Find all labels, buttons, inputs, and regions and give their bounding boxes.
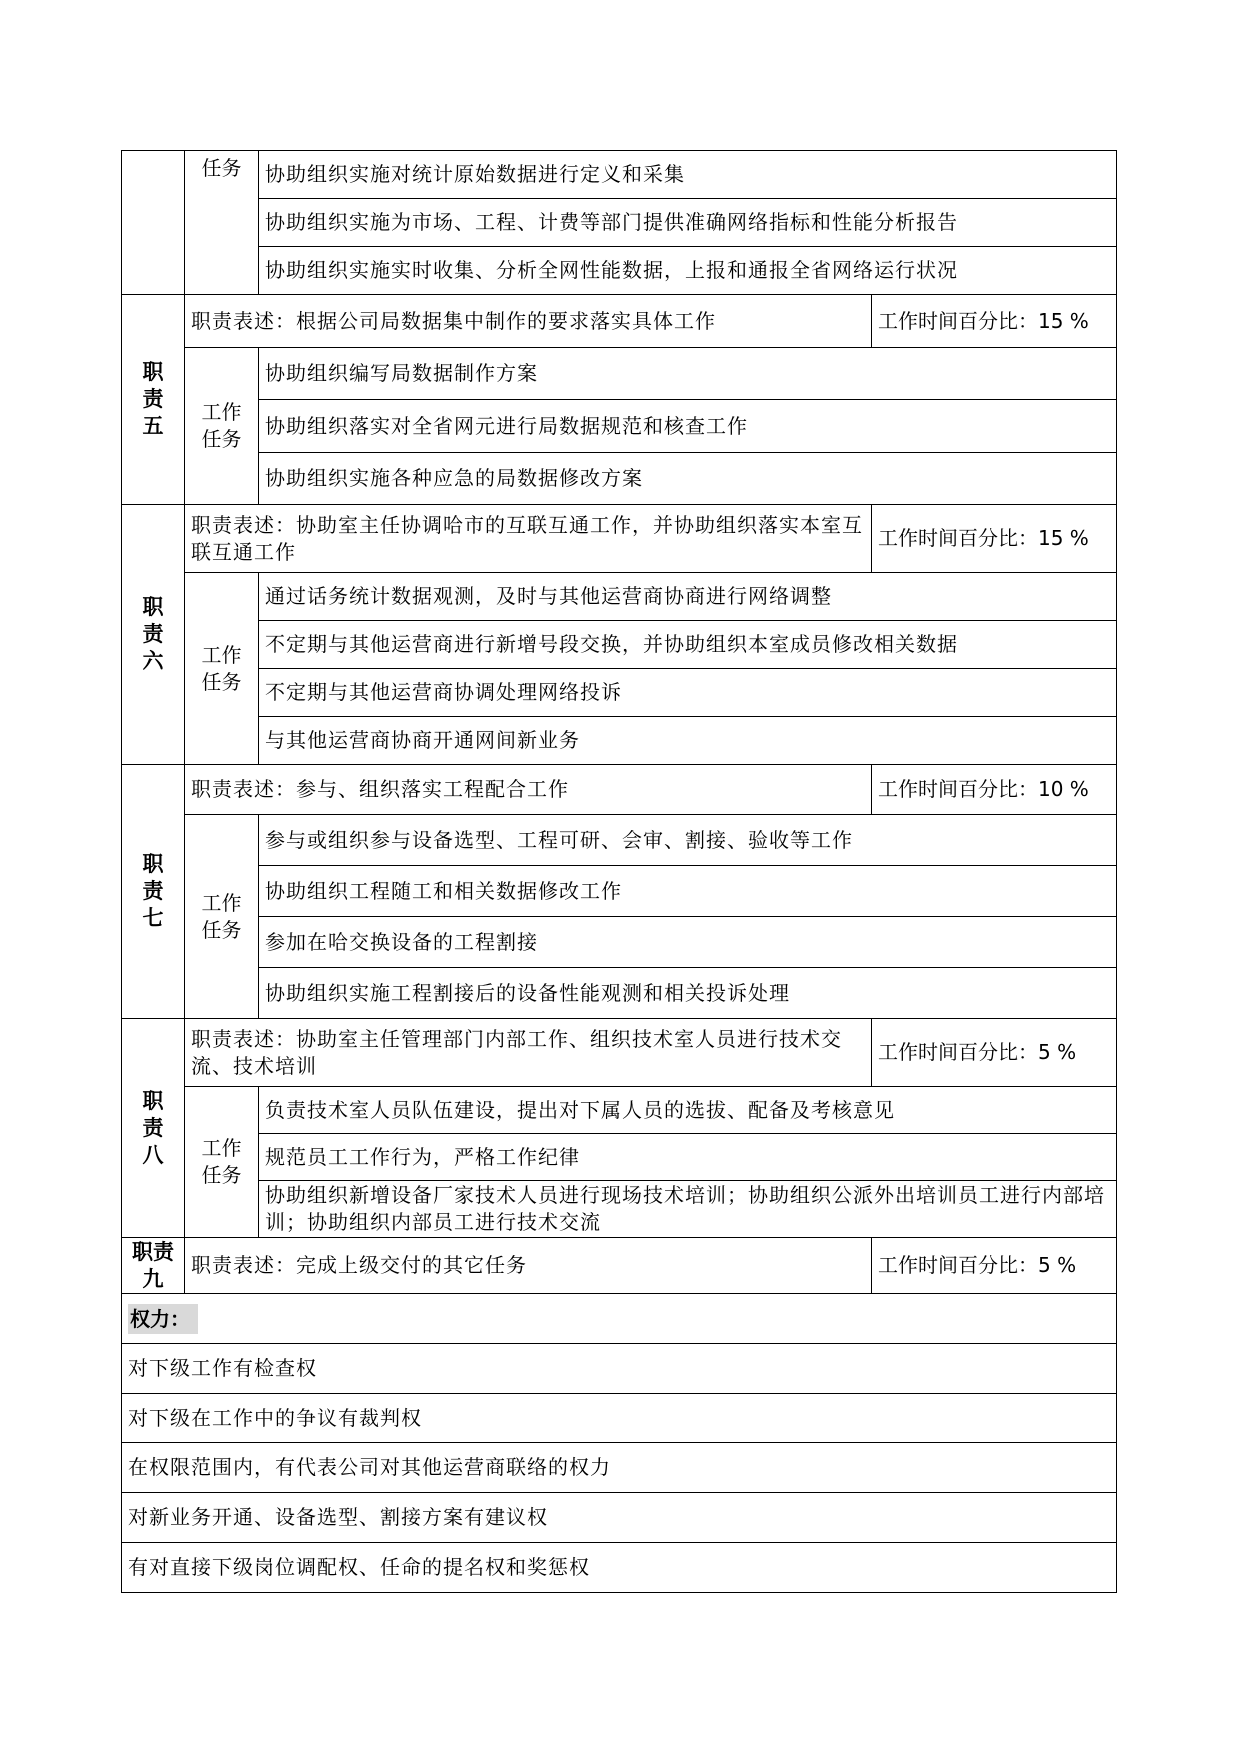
task-label: 工作 任务	[185, 348, 259, 505]
task-label: 工作 任务	[185, 1087, 259, 1238]
power-item: 有对直接下级岗位调配权、任命的提名权和奖惩权	[122, 1543, 1117, 1593]
task-text: 不定期与其他运营商进行新增号段交换，并协助组织本室成员修改相关数据	[259, 621, 1117, 669]
table-row	[122, 1019, 1117, 1087]
table-row	[122, 348, 1117, 400]
task-text: 参加在哈交换设备的工程割接	[259, 917, 1117, 968]
time-percentage: 工作时间百分比：5 %	[872, 1238, 1117, 1294]
duty-label: 职 责 五	[122, 295, 185, 505]
task-text: 协助组织实施各种应急的局数据修改方案	[259, 453, 1117, 505]
table-row	[122, 669, 1117, 717]
power-item: 对新业务开通、设备选型、割接方案有建议权	[122, 1493, 1117, 1543]
duty-statement: 职责表述：根据公司局数据集中制作的要求落实具体工作	[185, 295, 872, 348]
task-text: 参与或组织参与设备选型、工程可研、会审、割接、验收等工作	[259, 815, 1117, 866]
duty-statement: 职责表述：完成上级交付的其它任务	[185, 1238, 872, 1294]
duty-statement: 职责表述：参与、组织落实工程配合工作	[185, 765, 872, 815]
table-row	[122, 1238, 1117, 1294]
duty-statement: 职责表述：协助室主任协调哈市的互联互通工作，并协助组织落实本室互联互通工作	[185, 505, 872, 573]
table-row	[122, 765, 1117, 815]
table-row	[122, 1181, 1117, 1238]
table-row	[122, 1294, 1117, 1344]
powers-header	[122, 1294, 1117, 1344]
table-row	[122, 573, 1117, 621]
table-row	[122, 247, 1117, 295]
task-text: 协助组织落实对全省网元进行局数据规范和核查工作	[259, 400, 1117, 453]
table-row	[122, 295, 1117, 348]
duty-label: 职 责 七	[122, 765, 185, 1019]
table-row	[122, 1344, 1117, 1394]
duty-label: 职责 九	[122, 1238, 185, 1294]
time-percentage: 工作时间百分比：10 %	[872, 765, 1117, 815]
task-label: 工作 任务	[185, 573, 259, 765]
task-text: 与其他运营商协商开通网间新业务	[259, 717, 1117, 765]
duty-label-cell-empty	[122, 151, 185, 295]
duty-label: 职 责 八	[122, 1019, 185, 1238]
table-row	[122, 917, 1117, 968]
power-item: 在权限范围内，有代表公司对其他运营商联络的权力	[122, 1443, 1117, 1493]
table-row	[122, 1543, 1117, 1593]
power-item: 对下级在工作中的争议有裁判权	[122, 1394, 1117, 1443]
task-text: 协助组织工程随工和相关数据修改工作	[259, 866, 1117, 917]
table-row	[122, 717, 1117, 765]
table-row	[122, 1394, 1117, 1443]
table-row	[122, 866, 1117, 917]
task-text: 协助组织实施工程割接后的设备性能观测和相关投诉处理	[259, 968, 1117, 1019]
time-percentage: 工作时间百分比：15 %	[872, 295, 1117, 348]
table-row	[122, 1087, 1117, 1134]
table-row	[122, 151, 1117, 199]
table-row	[122, 400, 1117, 453]
task-text: 不定期与其他运营商协调处理网络投诉	[259, 669, 1117, 717]
table-row	[122, 453, 1117, 505]
task-text: 规范员工工作行为，严格工作纪律	[259, 1134, 1117, 1181]
duty-label: 职 责 六	[122, 505, 185, 765]
table-row	[122, 1493, 1117, 1543]
task-text: 协助组织新增设备厂家技术人员进行现场技术培训；协助组织公派外出培训员工进行内部培训；协助组织内部员工进行技术交流	[259, 1181, 1117, 1238]
task-text: 协助组织实施对统计原始数据进行定义和采集	[259, 151, 1117, 199]
task-label: 工作 任务	[185, 815, 259, 1019]
task-text: 协助组织实施实时收集、分析全网性能数据，上报和通报全省网络运行状况	[259, 247, 1117, 295]
table-row	[122, 968, 1117, 1019]
table-row	[122, 505, 1117, 573]
table-row	[122, 815, 1117, 866]
task-text: 负责技术室人员队伍建设，提出对下属人员的选拔、配备及考核意见	[259, 1087, 1117, 1134]
duty-statement: 职责表述：协助室主任管理部门内部工作、组织技术室人员进行技术交流、技术培训	[185, 1019, 872, 1087]
task-label: 任务	[185, 151, 259, 295]
powers-title: 权力：	[128, 1304, 198, 1334]
task-text: 协助组织实施为市场、工程、计费等部门提供准确网络指标和性能分析报告	[259, 199, 1117, 247]
power-item: 对下级工作有检查权	[122, 1344, 1117, 1394]
time-percentage: 工作时间百分比：5 %	[872, 1019, 1117, 1087]
job-duty-table	[121, 150, 1117, 1593]
table-row	[122, 1443, 1117, 1493]
table-row	[122, 199, 1117, 247]
table-row	[122, 621, 1117, 669]
table-row	[122, 1134, 1117, 1181]
time-percentage: 工作时间百分比：15 %	[872, 505, 1117, 573]
task-text: 协助组织编写局数据制作方案	[259, 348, 1117, 400]
task-text: 通过话务统计数据观测，及时与其他运营商协商进行网络调整	[259, 573, 1117, 621]
